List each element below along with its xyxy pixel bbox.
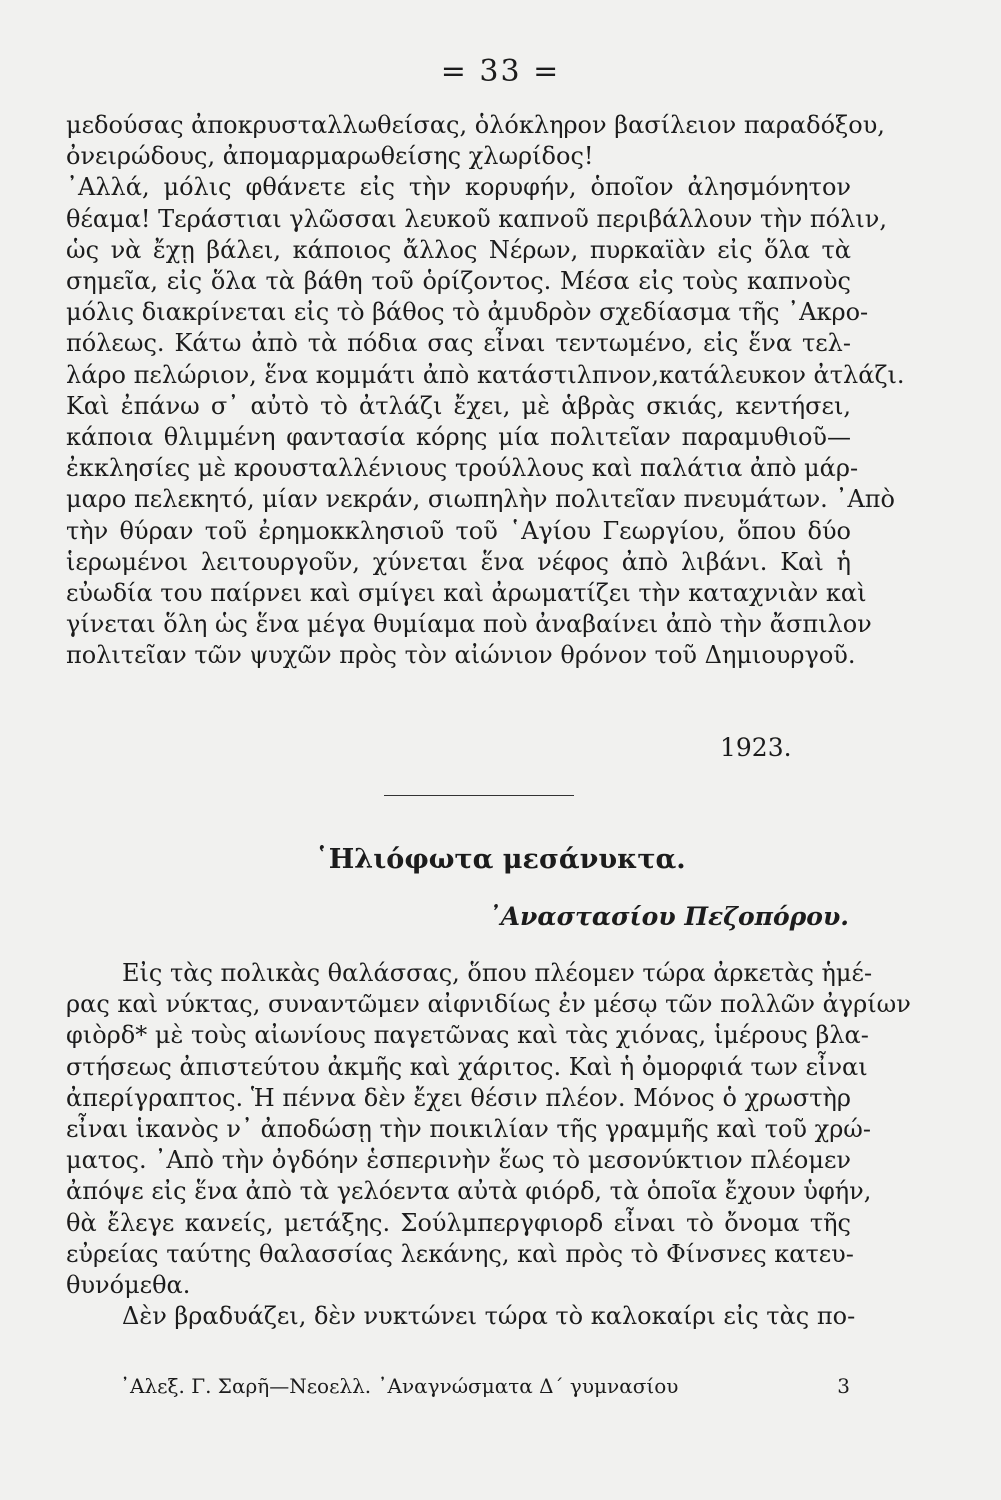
text-line: Καὶ ἐπάνω σ᾿ αὐτὸ τὸ ἀτλάζι ἔχει, μὲ ἁβρὰς σκιάς, κεντήσει, xyxy=(66,391,851,420)
text-line: ὡς νὰ ἔχῃ βάλει, κάποιος ἄλλος Νέρων, πυρκαϊὰν εἰς ὅλα τὰ xyxy=(66,235,851,264)
text-line: μόλις διακρίνεται εἰς τὸ βάθος τὸ ἀμυδρὸν σχεδίασμα τῆς ᾿Ακρο- xyxy=(66,298,869,327)
text-line: φιὸρδ* μὲ τοὺς αἰωνίους παγετῶνας καὶ τὰς χιόνας, ἱμέρους βλα- xyxy=(66,1021,869,1050)
text-line: πόλεως. Κάτω ἀπὸ τὰ πόδια σας εἶναι τεντωμένο, εἰς ἕνα τελ- xyxy=(66,329,851,358)
text-line: μεδούσας ἀποκρυσταλλωθείσας, ὁλόκληρον βασίλειον παραδόξου, xyxy=(66,111,885,139)
page-number: = 33 = xyxy=(440,54,561,89)
text-line: ματος. ᾿Απὸ τὴν ὀγδόην ἑσπερινὴν ἕως τὸ μεσονύκτιον πλέομεν xyxy=(66,1146,851,1175)
text-line: λάρο πελώριον, ἕνα κομμάτι ἀπὸ κατάστιλπνον,κατάλευκον ἀτλάζι. xyxy=(66,360,905,389)
text-line: ἀπερίγραπτος. Ἡ πέννα δὲν ἔχει θέσιν πλέον. Μόνος ὁ χρωστὴρ xyxy=(66,1083,851,1112)
text-line: εὐωδία του παίρνει καὶ σμίγει καὶ ἀρωματίζει τὴν καταχνιὰν καὶ xyxy=(66,579,867,608)
date: 1923. xyxy=(720,733,792,762)
text-line: ὀνειρώδους, ἀπομαρμαρωθείσης χλωρίδος! xyxy=(66,142,594,171)
text-line: Δὲν βραδυάζει, δὲν νυκτώνει τώρα τὸ καλοκαίρι εἰς τὰς πο- xyxy=(122,1302,856,1331)
section1-text xyxy=(66,110,905,672)
text-line: μαρο πελεκητό, μίαν νεκράν, σιωπηλὴν πολιτεῖαν πνευμάτων. ᾿Απὸ xyxy=(66,485,895,514)
text-line: τὴν θύραν τοῦ ἐρημοκκλησιοῦ τοῦ ῾Αγίου Γεωργίου, ὅπου δύο xyxy=(66,516,851,545)
author-name: ᾿Αναστασίου Πεζοπόρου. xyxy=(488,902,849,931)
text-line: σημεῖα, εἰς ὅλα τὰ βάθη τοῦ ὁρίζοντος. Μέσα εἰς τοὺς καπνοὺς xyxy=(66,267,851,296)
text-line: κάποια θλιμμένη φαντασία κόρης μία πολιτεῖαν παραμυθιοῦ— xyxy=(66,423,851,452)
text-line: εὐρείας ταύτης θαλασσίας λεκάνης, καὶ πρὸς τὸ Φίνσνες κατευ- xyxy=(66,1239,854,1268)
divider xyxy=(384,795,574,796)
text-line: ἀπόψε εἰς ἕνα ἀπὸ τὰ γελόεντα αὐτὰ φιόρδ, τὰ ὁποῖα ἔχουν ὑφήν, xyxy=(66,1177,872,1206)
text-line: ἱερωμένοι λειτουργοῦν, χύνεται ἕνα νέφος ἀπὸ λιβάνι. Καὶ ἡ xyxy=(66,547,851,576)
text-line: εἶναι ἱκανὸς ν᾿ ἀποδώσῃ τὴν ποικιλίαν τῆς γραμμῆς καὶ τοῦ χρώ- xyxy=(66,1115,871,1144)
text-line: θὰ ἔλεγε κανείς, μετάξης. Σούλμπεργφιορδ εἶναι τὸ ὄνομα τῆς xyxy=(66,1208,851,1237)
text-line: θυνόμεθα. xyxy=(66,1271,191,1300)
text-line: γίνεται ὅλη ὡς ἕνα μέγα θυμίαμα ποὺ ἀναβαίνει ἀπὸ τὴν ἄσπιλον xyxy=(66,610,872,639)
page-footer xyxy=(120,1374,850,1398)
section2-text xyxy=(66,958,911,1332)
footer-book-title: ᾿Αλεξ. Γ. Σαρῆ—Νεοελλ. ᾿Αναγνώσματα Δ΄ γυμνασίου xyxy=(120,1374,679,1398)
chapter-title: ῾Ηλιόφωτα μεσάνυκτα. xyxy=(315,844,686,875)
text-line: στήσεως ἀπιστεύτου ἀκμῆς καὶ χάριτος. Καὶ ἡ ὀμορφιά των εἶναι xyxy=(66,1052,868,1081)
text-line: ρας καὶ νύκτας, συναντῶμεν αἰφνιδίως ἐν μέσῳ τῶν πολλῶν ἀγρίων xyxy=(66,990,911,1019)
text-line: ἐκκλησίες μὲ κρουσταλλένιους τρούλλους καὶ παλάτια ἀπὸ μάρ- xyxy=(66,454,859,483)
text-line: θέαμα! Τεράστιαι γλῶσσαι λευκοῦ καπνοῦ περιβάλλουν τὴν πόλιν, xyxy=(66,204,887,233)
text-line: πολιτεῖαν τῶν ψυχῶν πρὸς τὸν αἰώνιον θρόνον τοῦ Δημιουργοῦ. xyxy=(66,641,856,670)
footer-signature: 3 xyxy=(837,1374,850,1398)
text-line: ᾿Αλλά, μόλις φθάνετε εἰς τὴν κορυφήν, ὁποῖον ἀλησμόνητον xyxy=(66,173,851,202)
text-line: Εἰς τὰς πολικὰς θαλάσσας, ὅπου πλέομεν τώρα ἀρκετὰς ἡμέ- xyxy=(122,959,873,987)
